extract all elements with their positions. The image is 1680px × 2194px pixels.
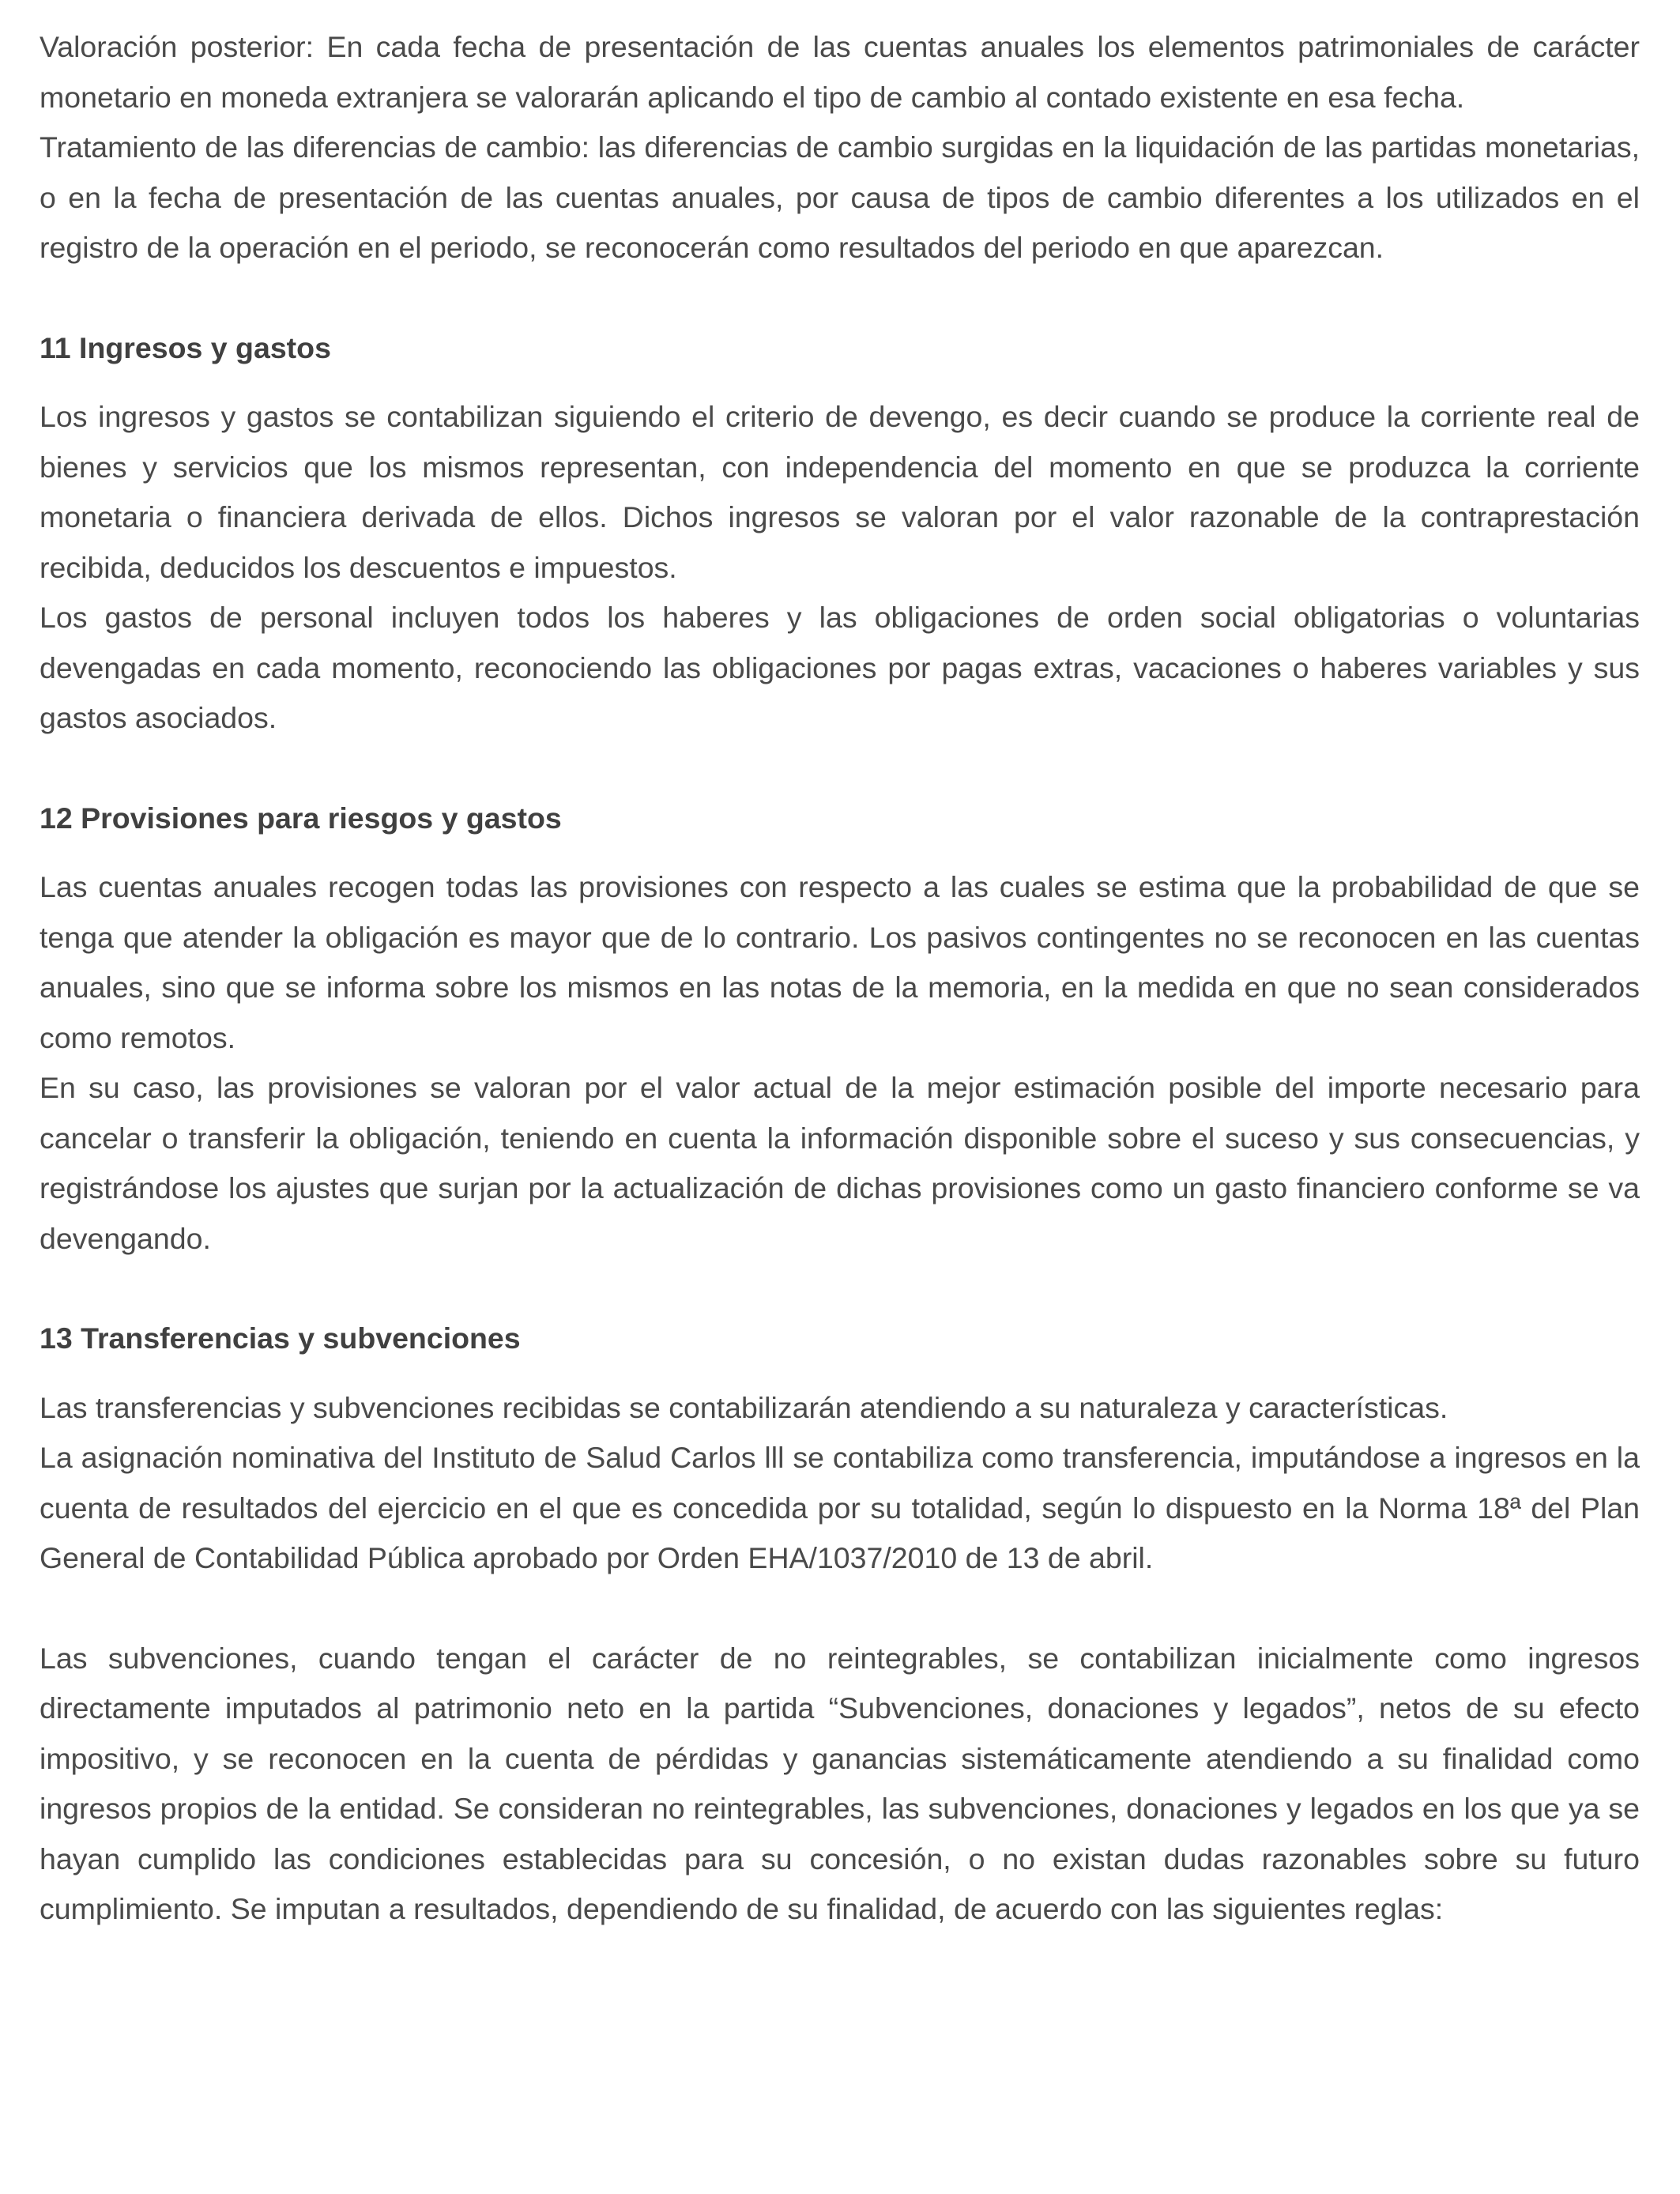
heading-spacer (40, 843, 1640, 862)
document-page (40, 22, 1640, 1935)
section-12-paragraph-2: En su caso, las provisiones se valoran por el valor actual de la mejor estimación posible del importe necesario para cancelar o transferir la obligación, teniendo en cuenta la información disponible sobre el suceso y sus consecuencias, y registrándose los ajustes que surjan por la actualización de dichas provisiones como un gasto financiero conforme se va devengando. (40, 1071, 1640, 1255)
section-13-paragraph-1: Las transferencias y subvenciones recibidas se contabilizarán atendiendo a su naturaleza y características. (40, 1390, 1448, 1424)
intro-paragraph-valoracion: Valoración posterior: En cada fecha de presentación de las cuentas anuales los elementos patrimoniales de carácter monetario en moneda extranjera se valorarán aplicando el tipo de cambio al contado existente en esa fecha. (40, 30, 1640, 114)
section-13-heading: 13 Transferencias y subvenciones (40, 1321, 521, 1355)
paragraph-spacer (40, 1584, 1640, 1634)
intro-paragraph-diferencias: Tratamiento de las diferencias de cambio: las diferencias de cambio surgidas en la liquidación de las partidas monetarias, o en la fecha de presentación de las cuentas anuales, por causa de tipos de cambio diferentes a los utilizados en el registro de la operación en el periodo, se reconocerán como resultados del periodo en que aparezcan. (40, 130, 1640, 264)
section-spacer (40, 1264, 1640, 1314)
heading-spacer (40, 1364, 1640, 1383)
section-spacer (40, 744, 1640, 794)
section-13-paragraph-3: Las subvenciones, cuando tengan el carácter de no reintegrables, se contabilizan inicialmente como ingresos directamente imputados al patrimonio neto en la partida “Subvenciones, donaciones y legados”, netos de su efecto impositivo, y se reconocen en la cuenta de pérdidas y ganancias sistemáticamente atendiendo a su finalidad como ingresos propios de la entidad. Se consideran no reintegrables, las subvenciones, donaciones y legados en los que ya se hayan cumplido las condiciones establecidas para su concesión, o no existan dudas razonables sobre su futuro cumplimiento. Se imputan a resultados, dependiendo de su finalidad, de acuerdo con las siguientes reglas: (40, 1641, 1640, 1925)
section-spacer (40, 273, 1640, 323)
section-13-paragraph-2: La asignación nominativa del Instituto de Salud Carlos lll se contabiliza como transferencia, imputándose a ingresos en la cuenta de resultados del ejercicio en el que es concedida por su totalidad, según lo dispuesto en la Norma 18ª del Plan General de Contabilidad Pública aprobado por Orden EHA/1037/2010 de 13 de abril. (40, 1441, 1640, 1574)
section-11-paragraph-1: Los ingresos y gastos se contabilizan siguiendo el criterio de devengo, es decir cuando se produce la corriente real de bienes y servicios que los mismos representan, con independencia del momento en que se produzca la corriente monetaria o financiera derivada de ellos. Dichos ingresos se valoran por el valor razonable de la contraprestación recibida, deducidos los descuentos e impuestos. (40, 400, 1640, 584)
section-12-heading: 12 Provisiones para riesgos y gastos (40, 801, 562, 835)
section-11-heading: 11 Ingresos y gastos (40, 330, 331, 364)
section-12-paragraph-1: Las cuentas anuales recogen todas las provisiones con respecto a las cuales se estima que la probabilidad de que se tenga que atender la obligación es mayor que de lo contrario. Los pasivos contingentes no se reconocen en las cuentas anuales, sino que se informa sobre los mismos en las notas de la memoria, en la medida en que no sean considerados como remotos. (40, 870, 1640, 1054)
section-11-paragraph-2: Los gastos de personal incluyen todos los haberes y las obligaciones de orden social obligatorias o voluntarias devengadas en cada momento, reconociendo las obligaciones por pagas extras, vacaciones o haberes variables y sus gastos asociados. (40, 601, 1640, 734)
heading-spacer (40, 373, 1640, 392)
